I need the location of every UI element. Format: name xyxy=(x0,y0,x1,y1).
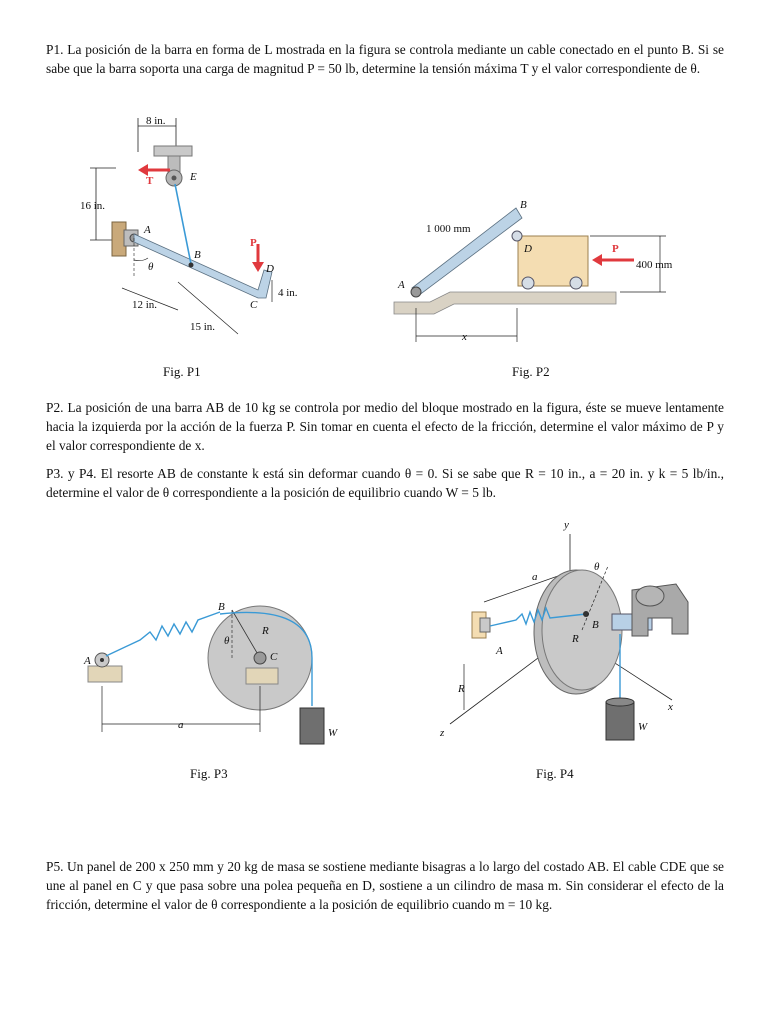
problem-p1-text: P1. La posición de la barra en forma de L mostrada en la figura se controla mediante un cable conectado en el punto B. Si se sabe que la barra soporta una carga de magnitud P = 50 lb, determine la tensión máxima T y el valor correspondiente de θ. xyxy=(46,42,724,76)
point-e-label: E xyxy=(190,171,197,183)
block-height-label: 400 mm xyxy=(636,259,673,271)
a-dim-label: a xyxy=(532,571,538,583)
point-b-label: B xyxy=(218,601,225,613)
a-dim-label: a xyxy=(178,719,184,731)
radius-r1-label: R xyxy=(572,633,579,645)
problem-p3-p4-text: P3. y P4. El resorte AB de constante k está sin deformar cuando θ = 0. Si se sabe que R = 10 in., a = 20 in. y k = 5 lb/in., determine el valor de θ correspondiente a la posición de equilibrio cuando W = 5 lb. xyxy=(46,466,724,500)
problem-p2-text: P2. La posición de una barra AB de 10 kg se controla por medio del bloque mostrado en la figura, éste se mueve lentamente hacia la izquierda por la acción de la fuerza P. Sin tomar en cuenta el efecto de la fricción, determine el valor máximo de P y el valor correspondiente de x. xyxy=(46,400,724,453)
point-a-label: A xyxy=(398,279,405,291)
point-a-label: A xyxy=(144,224,151,236)
caption-fig-p1: Fig. P1 xyxy=(163,364,201,379)
caption-fig-p3: Fig. P3 xyxy=(190,766,228,781)
point-d-label: D xyxy=(266,263,274,275)
caption-fig-p4: Fig. P4 xyxy=(536,766,574,781)
figure-p1 xyxy=(78,112,318,352)
figure-p3 xyxy=(80,596,380,756)
figure-p4 xyxy=(436,514,706,754)
y-axis-label: y xyxy=(564,519,569,531)
point-d-label: D xyxy=(524,243,532,255)
dim-12in-label: 12 in. xyxy=(132,299,158,311)
radius-r2-label: R xyxy=(458,683,465,695)
force-p-label: P xyxy=(612,243,619,255)
point-c-label: C xyxy=(270,651,278,663)
dim-4in-label: 4 in. xyxy=(278,287,298,299)
problem-p5-text: P5. Un panel de 200 x 250 mm y 20 kg de masa se sostiene mediante bisagras a lo largo del costado AB. El cable CDE que se une al panel en C y que pasa sobre una polea pequeña en D, sostiene a un cilindro de masa m. Sin considerar el efecto de la fricción, determine el valor de θ correspondiente a la posición de equilibrio cuando m = 10 kg. xyxy=(46,859,724,912)
point-b-label: B xyxy=(592,619,599,631)
weight-w-label: W xyxy=(328,727,338,739)
point-b-label: B xyxy=(520,199,527,211)
caption-fig-p2: Fig. P2 xyxy=(512,364,550,379)
z-axis-label: z xyxy=(440,727,445,739)
dim-16in-label: 16 in. xyxy=(80,200,106,212)
radius-r-label: R xyxy=(262,625,269,637)
dim-15in-label: 15 in. xyxy=(190,321,216,333)
theta-label: θ xyxy=(594,561,600,573)
x-dim-label: x xyxy=(462,331,467,343)
point-a-label: A xyxy=(84,655,91,667)
tension-t-label: T xyxy=(146,175,154,187)
point-a-label: A xyxy=(496,645,503,657)
x-axis-label: x xyxy=(668,701,673,713)
theta-label: θ xyxy=(148,261,154,273)
figure-p2 xyxy=(390,190,710,350)
point-c-label: C xyxy=(250,299,258,311)
dim-8in-label: 8 in. xyxy=(146,115,166,127)
theta-label: θ xyxy=(224,635,230,647)
bar-length-label: 1 000 mm xyxy=(426,223,471,235)
weight-w-label: W xyxy=(638,721,648,733)
point-b-label: B xyxy=(194,249,201,261)
load-p-label: P xyxy=(250,237,257,249)
